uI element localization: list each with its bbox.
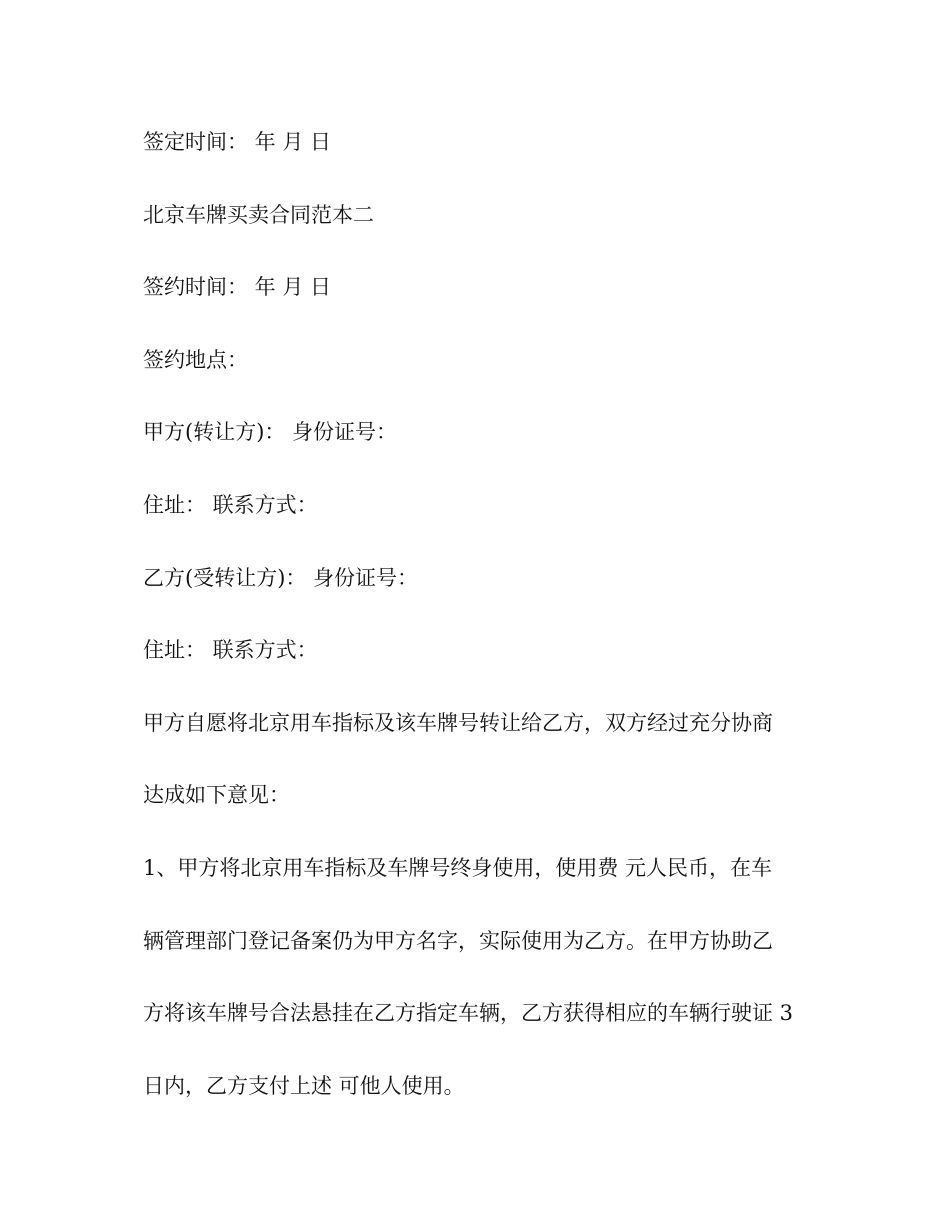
document-body	[143, 120, 815, 1136]
party-a-line: 甲方(转让方)： 身份证号：	[143, 420, 398, 445]
party-b-line: 乙方(受转让方)： 身份证号：	[143, 565, 419, 590]
clause-1-line-3: 方将该车牌号合法悬挂在乙方指定车辆，乙方获得相应的车辆行驶证 3	[143, 1001, 794, 1026]
clause-1-line-2: 辆管理部门登记备案仍为甲方名字，实际使用为乙方。在甲方协助乙	[143, 928, 773, 953]
signing-date-line: 签定时间： 年 月 日	[143, 130, 332, 154]
clause-1-line-4: 日内，乙方支付上述 可他人使用。	[143, 1073, 465, 1098]
party-a-address-line: 住址： 联系方式：	[143, 492, 318, 517]
agreement-intro-line-continued: 达成如下意见：	[143, 783, 290, 808]
agreement-intro-line: 甲方自愿将北京用车指标及该车牌号转让给乙方，双方经过充分协商	[143, 710, 773, 735]
clause-1-line-1: 1、甲方将北京用车指标及车牌号终身使用，使用费 元人民币，在车	[143, 855, 773, 880]
signing-location-line: 签约地点：	[143, 347, 248, 372]
signing-time-line: 签约时间： 年 月 日	[143, 275, 332, 300]
contract-title: 北京车牌买卖合同范本二	[143, 202, 374, 227]
party-b-address-line: 住址： 联系方式：	[143, 638, 318, 663]
